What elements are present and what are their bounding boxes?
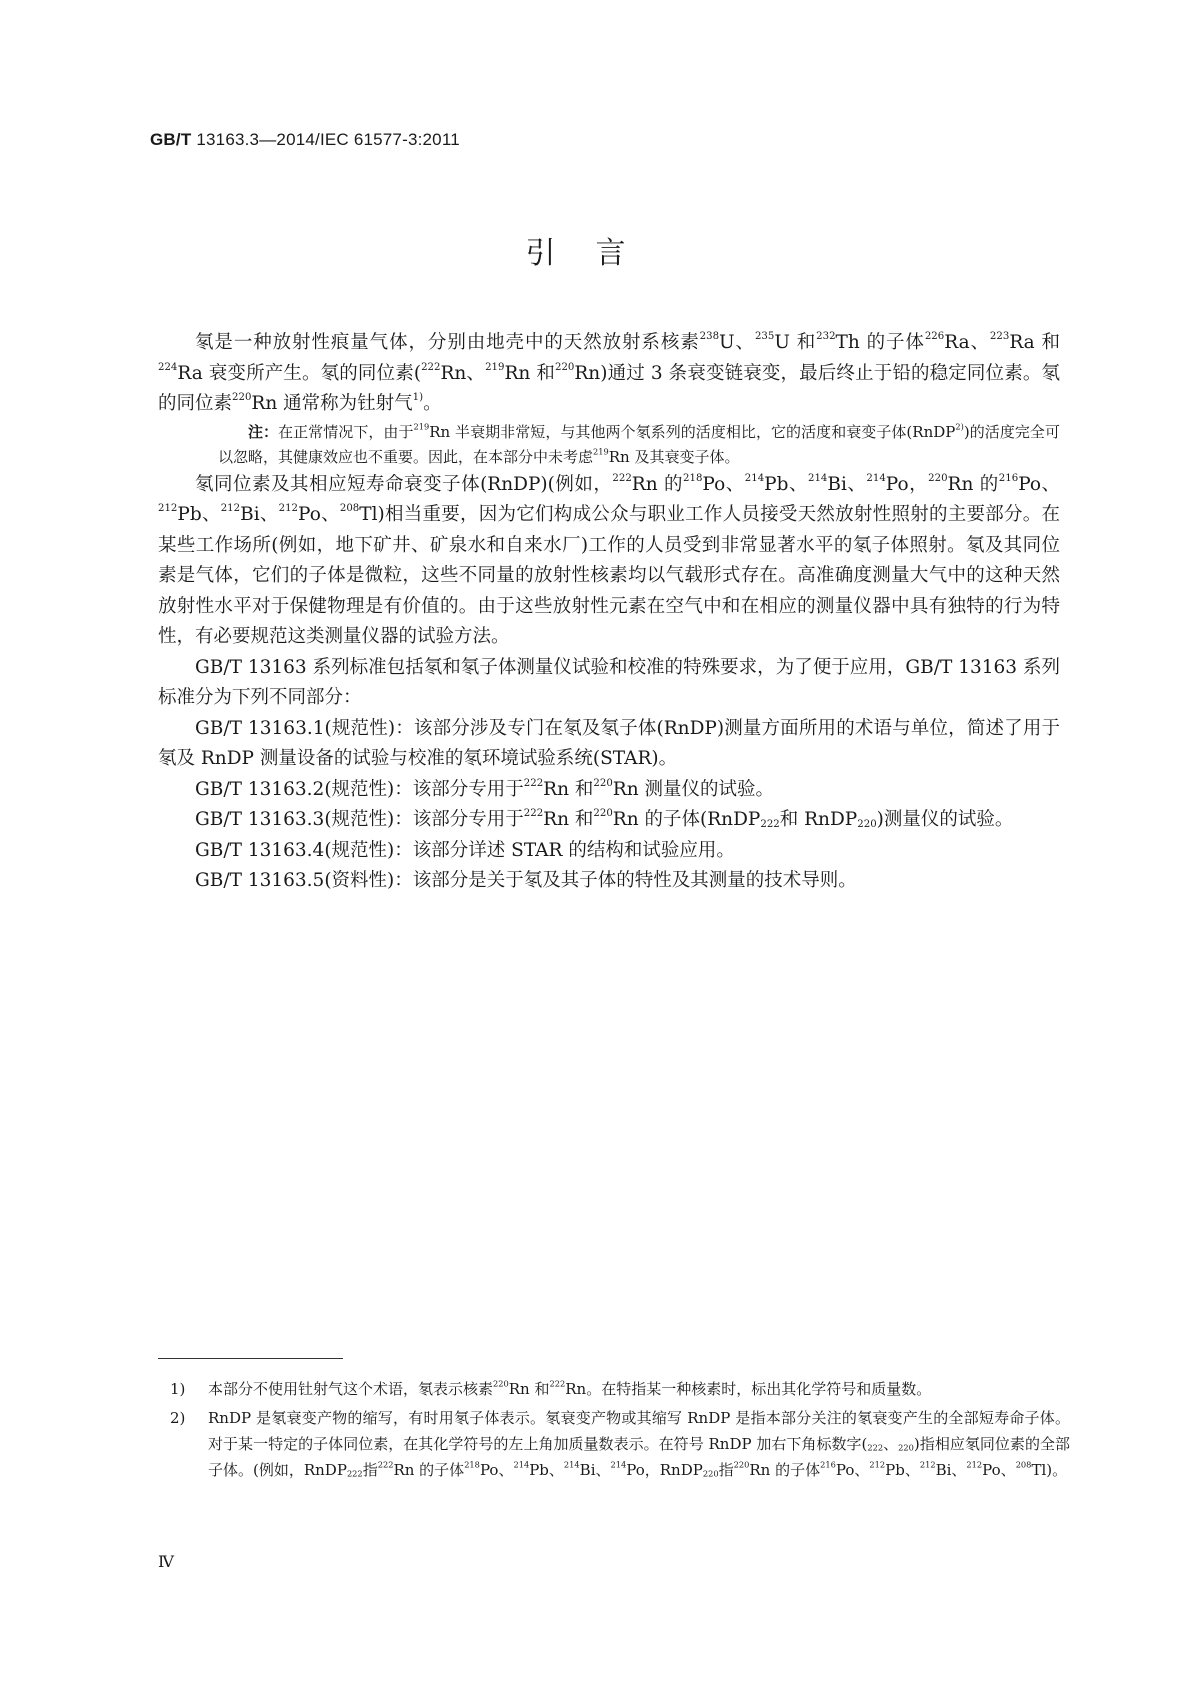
standard-number-header bbox=[150, 130, 460, 150]
note-paragraph: 注：在正常情况下，由于$^{219}$Rn 半衰期非常短，与其他两个氡系列的活度相比，它的活度和衰变子体(RnDP$^{2)}$)的活度完全可以忽略，其健康效应也不重要。因此，在本部分中未考虑$^{219}$Rn 及其衰变子体。 bbox=[218, 421, 1060, 466]
page-title: 引言 bbox=[525, 236, 666, 271]
paragraph-part-2: GB/T 13163.2(规范性)：该部分专用于$^{222}$Rn 和$^{220}$Rn 测量仪的试验。 bbox=[195, 777, 775, 800]
footnote-number: 2) bbox=[170, 1409, 186, 1427]
header-std-prefix: GB/T bbox=[150, 130, 192, 149]
footnote-number: 1) bbox=[170, 1380, 186, 1398]
footnote-separator bbox=[158, 1358, 343, 1359]
header-std-number: 13163.3—2014/IEC 61577-3:2011 bbox=[196, 130, 460, 149]
footnote-text: 本部分不使用钍射气这个术语，氡表示核素$^{220}$Rn 和$^{222}$Rn。在特指某一种核素时，标出其化学符号和质量数。 bbox=[208, 1378, 932, 1398]
footnote-2 bbox=[170, 1405, 1070, 1483]
footnote-1 bbox=[170, 1376, 1070, 1402]
page-number: Ⅳ bbox=[158, 1552, 174, 1571]
paragraph-series-intro: GB/T 13163 系列标准包括氡和氡子体测量仪试验和校准的特殊要求，为了便于应用，GB/T 13163 系列标准分为下列不同部分： bbox=[158, 656, 1060, 708]
paragraph-part-1: GB/T 13163.1(规范性)：该部分涉及专门在氡及氡子体(RnDP)测量方面所用的术语与单位，简述了用于氡及 RnDP 测量设备的试验与校准的氡环境试验系统(STAR)。 bbox=[158, 717, 1060, 769]
paragraph-radon-overview: 氡是一种放射性痕量气体，分别由地壳中的天然放射系核素$^{238}$U、$^{235}$U 和$^{232}$Th 的子体$^{226}$Ra、$^{223}$Ra 和$^{224}$Ra 衰变所产生。氡的同位素($^{222}$Rn、$^{219}$Rn 和$^{220}$Rn)通过 3 条衰变链衰变，最后终止于铅的稳定同位素。氡的同位素$^{220}$Rn 通常称为钍射气$^{1)}$。 bbox=[158, 330, 1060, 414]
paragraph-radon-daughters: 氡同位素及其相应短寿命衰变子体(RnDP)(例如，$^{222}$Rn 的$^{218}$Po、$^{214}$Pb、$^{214}$Bi、$^{214}$Po，$^{220}$Rn 的$^{216}$Po、$^{212}$Pb、$^{212}$Bi、$^{212}$Po、$^{208}$Tl)相当重要，因为它们构成公众与职业工作人员接受天然放射性照射的主要部分。在某些工作场所(例如，地下矿井、矿泉水和自来水厂)工作的人员受到非常显著水平的氡子体照射。氡及其同位素是气体，它们的子体是微粒，这些不同量的放射性核素均以气载形式存在。高准确度测量大气中的这种天然放射性水平对于保健物理是有价值的。由于这些放射性元素在空气中和在相应的测量仪器中具有独特的行为特性，有必要规范这类测量仪器的试验方法。 bbox=[158, 472, 1061, 647]
paragraph-part-4: GB/T 13163.4(规范性)：该部分详述 STAR 的结构和试验应用。 bbox=[195, 839, 735, 861]
paragraph-part-3: GB/T 13163.3(规范性)：该部分专用于$^{222}$Rn 和$^{220}$Rn 的子体(RnDP$_{222}$和 RnDP$_{220}$)测量仪的试验。 bbox=[195, 807, 1014, 831]
introduction-body bbox=[158, 328, 1060, 897]
note-label: 注： bbox=[248, 422, 279, 441]
footnote-text: RnDP 是氡衰变产物的缩写，有时用氡子体表示。氡衰变产物或其缩写 RnDP 是指本部分关注的氡衰变产生的全部短寿命子体。对于某一特定的子体同位素，在其化学符号的左上角加质量数表示。在符号 RnDP 加右下角标数字($_{222}$、$_{220}$)指相应氡同位素的全部子体。(例如，RnDP$_{222}$指$^{222}$Rn 的子体$^{218}$Po、$^{214}$Pb、$^{214}$Bi、$^{214}$Po，RnDP$_{220}$指$^{220}$Rn 的子体$^{216}$Po、$^{212}$Pb、$^{212}$Bi、$^{212}$Po、$^{208}$Tl)。 bbox=[208, 1409, 1070, 1479]
paragraph-part-5: GB/T 13163.5(资料性)：该部分是关于氡及其子体的特性及其测量的技术导则。 bbox=[195, 870, 857, 891]
footnotes bbox=[170, 1376, 1070, 1486]
